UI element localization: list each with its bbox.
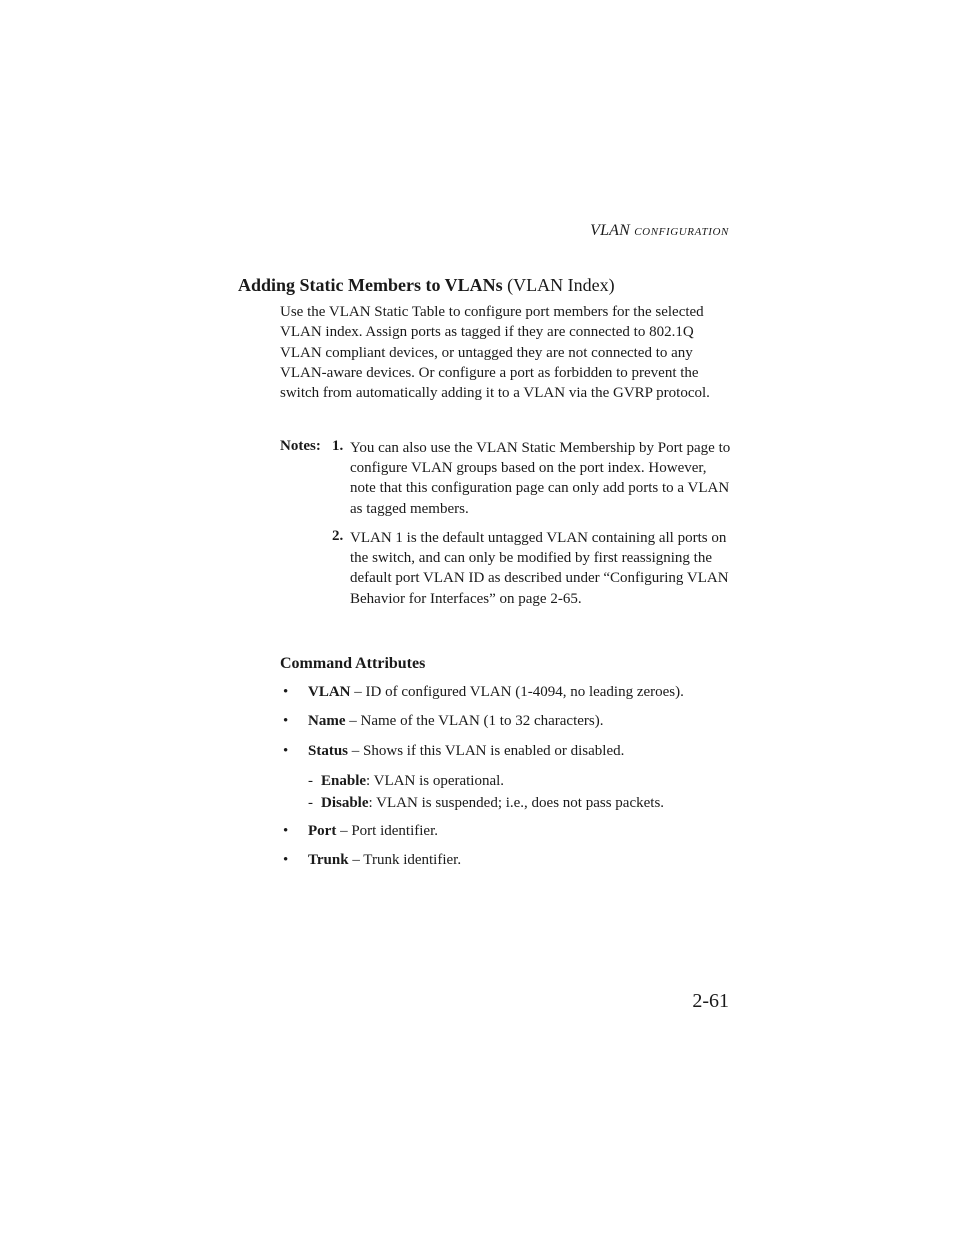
- attribute-term: Trunk: [308, 852, 349, 868]
- status-option-enable: [321, 773, 504, 790]
- bullet-icon: •: [283, 684, 289, 700]
- bullet-icon: •: [283, 743, 289, 759]
- option-desc: : VLAN is operational.: [366, 773, 505, 789]
- attribute-trunk: [308, 852, 461, 869]
- running-header: [590, 222, 729, 240]
- bullet-icon: •: [283, 852, 289, 868]
- option-term: Disable: [321, 795, 369, 811]
- dash-icon: -: [308, 773, 313, 789]
- bullet-icon: •: [283, 713, 289, 729]
- option-term: Enable: [321, 773, 367, 789]
- section-title-rest: (VLAN Index): [502, 275, 615, 295]
- running-header-vlan: VLAN: [590, 222, 631, 239]
- option-desc: : VLAN is suspended; i.e., does not pass packets.: [368, 795, 665, 811]
- attribute-desc: – ID of configured VLAN (1-4094, no leading zeroes).: [350, 684, 684, 700]
- note-text-1: You can also use the VLAN Static Membership by Port page to configure VLAN groups based on the port index. However, note that this configuration page can only add ports to a VLAN as tagged members.: [350, 440, 731, 517]
- attribute-desc: – Name of the VLAN (1 to 32 characters).: [345, 713, 604, 729]
- page-number: 2-61: [692, 990, 729, 1012]
- section-title: [238, 275, 615, 296]
- attribute-status: [308, 743, 624, 760]
- bullet-icon: •: [283, 823, 289, 839]
- attribute-term: VLAN: [308, 684, 351, 700]
- notes-label: Notes:: [280, 438, 321, 454]
- section-title-bold: Adding Static Members to VLANs: [238, 275, 503, 295]
- status-option-disable: [321, 795, 664, 812]
- attribute-desc: – Port identifier.: [336, 823, 438, 839]
- dash-icon: -: [308, 795, 313, 811]
- attribute-desc: – Trunk identifier.: [348, 852, 462, 868]
- attribute-port: [308, 823, 438, 840]
- attribute-vlan: [308, 684, 684, 701]
- command-attributes-heading: Command Attributes: [280, 655, 426, 672]
- note-text-2: VLAN 1 is the default untagged VLAN containing all ports on the switch, and can only be modified by first reassigning the default port VLAN ID as described under “Configuring VLAN Behavior for Interfaces” on page 2-65.: [350, 530, 729, 607]
- attribute-desc: – Shows if this VLAN is enabled or disabled.: [348, 743, 625, 759]
- attribute-term: Port: [308, 823, 337, 839]
- attribute-term: Name: [308, 713, 346, 729]
- intro-paragraph: Use the VLAN Static Table to configure port members for the selected VLAN index. Assign ports as tagged if they are connected to 802.1Q VLAN compliant devices, or untagged they are not connected to any VLAN-aware devices. Or configure a port as forbidden to prevent the switch from automatically adding it to a VLAN via the GVRP protocol.: [280, 304, 710, 402]
- attribute-term: Status: [308, 743, 349, 759]
- attribute-name: [308, 713, 603, 730]
- running-header-configuration: CONFIGURATION: [634, 226, 729, 238]
- note-number-1: 1.: [332, 438, 344, 454]
- note-number-2: 2.: [332, 528, 344, 544]
